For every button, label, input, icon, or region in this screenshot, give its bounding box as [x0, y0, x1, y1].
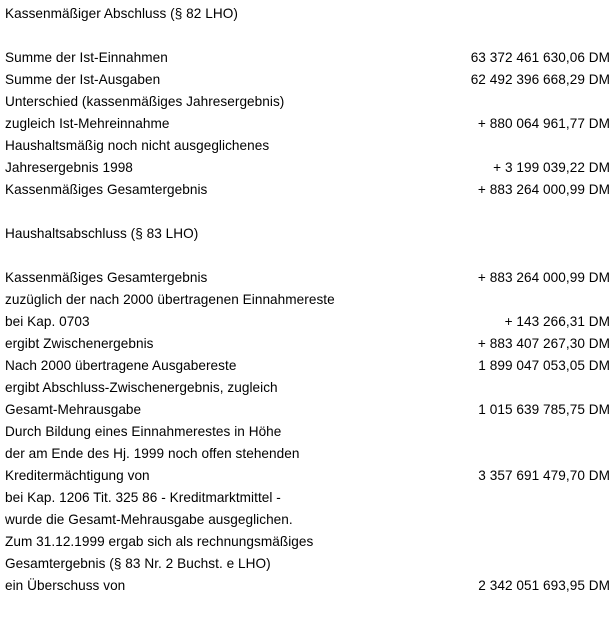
entry-amount: 62 492 396 668,29 DM	[470, 72, 610, 87]
document-line	[0, 311, 613, 333]
document-line	[0, 465, 613, 487]
section-heading	[0, 223, 613, 245]
entry-label: ein Überschuss von	[5, 578, 126, 593]
document-line	[0, 487, 613, 509]
entry-label: ergibt Abschluss-Zwischenergebnis, zugleich	[5, 380, 278, 395]
section-heading-label: Kassenmäßiger Abschluss (§ 82 LHO)	[5, 6, 238, 21]
document-line	[0, 289, 613, 311]
entry-amount: 1 015 639 785,75 DM	[478, 402, 610, 417]
entry-label: wurde die Gesamt-Mehrausgabe ausgeglichen.	[5, 512, 293, 527]
entry-label: Durch Bildung eines Einnahmerestes in Höhe	[5, 424, 282, 439]
document-line	[0, 113, 613, 135]
document-line	[0, 421, 613, 443]
document-line	[0, 91, 613, 113]
entry-label: Gesamt-Mehrausgabe	[5, 402, 142, 417]
entry-label: zuzüglich der nach 2000 übertragenen Einnahmereste	[5, 292, 335, 307]
entry-label: bei Kap. 1206 Tit. 325 86 - Kreditmarktmittel -	[5, 490, 281, 505]
document-line	[0, 355, 613, 377]
entry-label: zugleich Ist-Mehreinnahme	[5, 116, 170, 131]
entry-amount: + 883 264 000,99 DM	[477, 182, 610, 197]
entry-label: Unterschied (kassenmäßiges Jahresergebnis)	[5, 94, 285, 109]
section-gap	[0, 25, 613, 47]
document-line	[0, 179, 613, 201]
entry-label: Zum 31.12.1999 ergab sich als rechnungsmäßiges	[5, 534, 314, 549]
section-heading	[0, 3, 613, 25]
document-line	[0, 47, 613, 69]
entry-label: Summe der Ist-Einnahmen	[5, 50, 168, 65]
entry-amount: + 3 199 039,22 DM	[493, 160, 610, 175]
entry-label: der am Ende des Hj. 1999 noch offen stehenden	[5, 446, 300, 461]
entry-amount: 3 357 691 479,70 DM	[478, 468, 610, 483]
document-line	[0, 267, 613, 289]
document-line	[0, 509, 613, 531]
entry-label: Nach 2000 übertragene Ausgabereste	[5, 358, 237, 373]
document-line	[0, 553, 613, 575]
entry-amount: + 143 266,31 DM	[504, 314, 610, 329]
document-line	[0, 333, 613, 355]
document-line	[0, 377, 613, 399]
document-line	[0, 575, 613, 597]
document-line	[0, 135, 613, 157]
document-line	[0, 399, 613, 421]
document-line	[0, 443, 613, 465]
entry-amount: 1 899 047 053,05 DM	[478, 358, 610, 373]
entry-label: bei Kap. 0703	[5, 314, 90, 329]
entry-label: ergibt Zwischenergebnis	[5, 336, 154, 351]
section-gap	[0, 245, 613, 267]
entry-amount: + 883 264 000,99 DM	[477, 270, 610, 285]
document-line	[0, 531, 613, 553]
entry-label: Jahresergebnis 1998	[5, 160, 133, 175]
entry-label: Kassenmäßiges Gesamtergebnis	[5, 182, 208, 197]
entry-amount: 63 372 461 630,06 DM	[470, 50, 610, 65]
entry-amount: + 880 064 961,77 DM	[477, 116, 610, 131]
section-heading-label: Haushaltsabschluss (§ 83 LHO)	[5, 226, 199, 241]
entry-label: Summe der Ist-Ausgaben	[5, 72, 161, 87]
document-line	[0, 157, 613, 179]
document-line	[0, 69, 613, 91]
section-gap	[0, 201, 613, 223]
entry-label: Haushaltsmäßig noch nicht ausgeglichenes	[5, 138, 270, 153]
entry-label: Kassenmäßiges Gesamtergebnis	[5, 270, 208, 285]
entry-label: Gesamtergebnis (§ 83 Nr. 2 Buchst. e LHO)	[5, 556, 271, 571]
entry-amount: 2 342 051 693,95 DM	[478, 578, 610, 593]
entry-label: Kreditermächtigung von	[5, 468, 150, 483]
entry-amount: + 883 407 267,30 DM	[477, 336, 610, 351]
